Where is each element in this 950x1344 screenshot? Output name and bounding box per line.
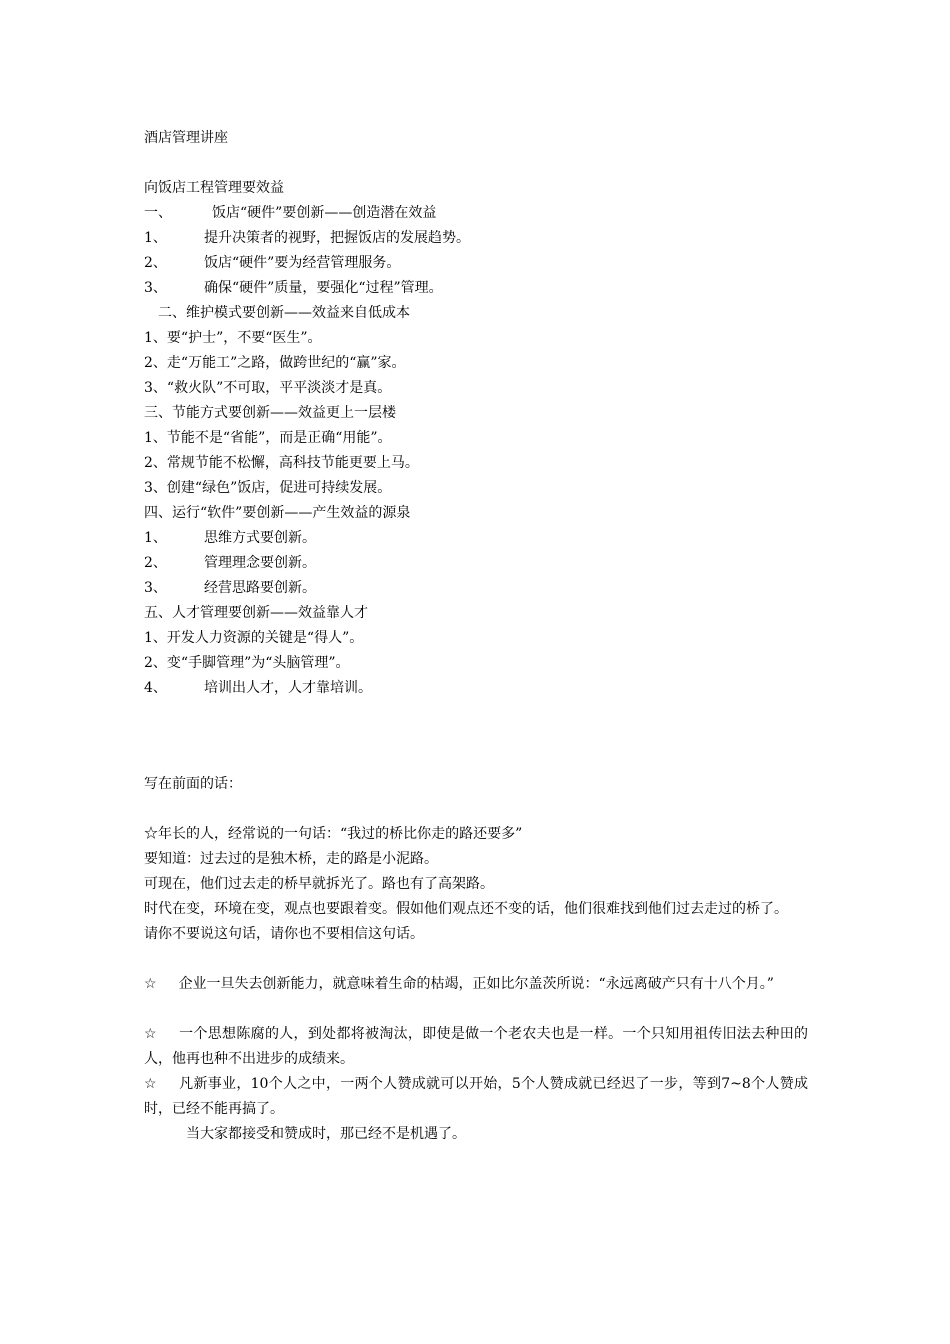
section-5-item: 1、开发人力资源的关键是“得人”。: [144, 630, 364, 646]
blank-line: [144, 797, 808, 822]
star-icon: ☆: [144, 1026, 157, 1042]
section-3-item: 2、常规节能不松懈，高科技节能更要上马。: [144, 455, 419, 471]
preface-paragraph: ☆ 企业一旦失去创新能力，就意味着生命的枯竭，正如比尔盖茨所说：“永远离破产只有十八个月。”: [144, 976, 774, 992]
preface-paragraph: 时代在变，环境在变，观点也要跟着变。假如他们观点还不变的话，他们很难找到他们过去走过的桥了。: [144, 901, 788, 917]
section-1-heading: [144, 201, 808, 226]
section-5-item: 2、变“手脚管理”为“头脑管理”。: [144, 655, 350, 671]
section-2-heading: 二、维护模式要创新——效益来自低成本: [158, 305, 410, 321]
section-1-item: 1、 提升决策者的视野，把握饭店的发展趋势。: [144, 230, 470, 246]
preface-line: 可现在，他们过去走的桥早就拆光了。路也有了高架路。: [144, 876, 494, 892]
section-1-item: 3、 确保“硬件”质量，要强化“过程”管理。: [144, 280, 443, 296]
section-2-item: 2、走“万能工”之路，做跨世纪的“赢”家。: [144, 355, 406, 371]
preface-line: 当大家都接受和赞成时，那已经不是机遇了。: [186, 1126, 466, 1142]
star-icon: ☆: [144, 1076, 157, 1092]
preface-paragraph: ☆ 一个思想陈腐的人，到处都将被淘汰，即使是做一个老农夫也是一样。一个只知用祖传旧法去种田的人，他再也种不出进步的成绩来。: [144, 1026, 808, 1067]
section-3-item: 3、创建“绿色”饭店，促进可持续发展。: [144, 480, 392, 496]
blank-line: [144, 151, 808, 176]
outline-block: [144, 126, 808, 701]
star-icon: ☆: [144, 976, 157, 992]
section-4-heading: 四、运行“软件”要创新——产生效益的源泉: [144, 505, 411, 521]
section-1-heading-text: 饭店“硬件”要创新——创造潜在效益: [212, 205, 437, 221]
section-2-item: 3、“救火队”不可取，平平淡淡才是真。: [144, 380, 392, 396]
preface-line: 要知道：过去过的是独木桥，走的路是小泥路。: [144, 851, 438, 867]
section-2-item: 1、要“护士”，不要“医生”。: [144, 330, 322, 346]
preface-line: ☆年长的人，经常说的一句话：“我过的桥比你走的路还要多”: [144, 826, 523, 842]
blank-line: [144, 997, 808, 1022]
preface-block: [144, 772, 808, 1147]
preface-title: 写在前面的话：: [144, 776, 242, 792]
section-5-heading: 五、人才管理要创新——效益靠人才: [144, 605, 368, 621]
section-5-item: 4、 培训出人才，人才靠培训。: [144, 680, 372, 696]
section-1-num: 一、: [144, 205, 172, 221]
section-4-item: 2、 管理理念要创新。: [144, 555, 316, 571]
section-3-item: 1、节能不是“省能”，而是正确“用能”。: [144, 430, 392, 446]
section-4-item: 1、 思维方式要创新。: [144, 530, 316, 546]
preface-paragraph: ☆ 凡新事业，10个人之中，一两个人赞成就可以开始，5个人赞成就已经迟了一步，等到7~8个人赞成时，已经不能再搞了。: [144, 1076, 808, 1117]
section-3-heading: 三、节能方式要创新——效益更上一层楼: [144, 405, 396, 421]
preface-line: 请你不要说这句话，请你也不要相信这句话。: [144, 926, 424, 942]
doc-subtitle: 向饭店工程管理要效益: [144, 180, 284, 196]
doc-title: 酒店管理讲座: [144, 130, 228, 146]
blank-line: [144, 947, 808, 972]
section-4-item: 3、 经营思路要创新。: [144, 580, 316, 596]
section-1-item: 2、 饭店“硬件”要为经营管理服务。: [144, 255, 401, 271]
